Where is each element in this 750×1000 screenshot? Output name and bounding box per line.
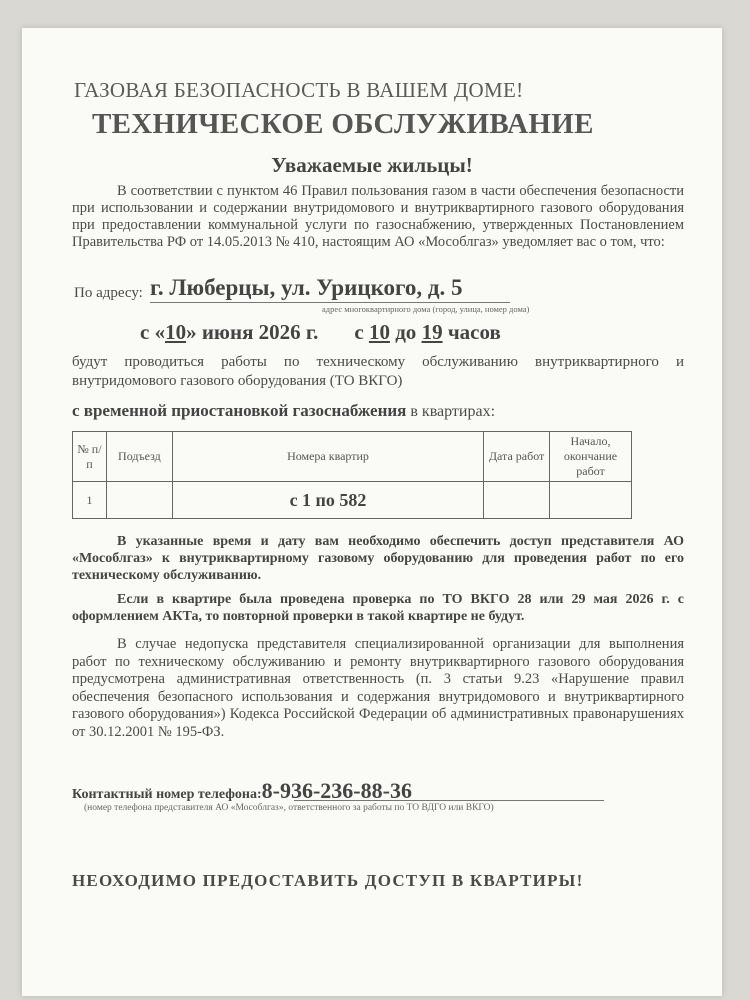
- contact-label: Контактный номер телефона:: [72, 787, 262, 802]
- address-underline: [150, 302, 510, 303]
- col-apartments: Номера квартир: [172, 432, 483, 482]
- time-from-label: с: [354, 320, 364, 344]
- cell-number: 1: [73, 482, 107, 519]
- col-number: № п/п: [73, 432, 107, 482]
- suspension-bold: с временной приостановкой газоснабжения: [72, 401, 407, 420]
- contact-note: (номер телефона представителя АО «Мособлгаз», ответственного за работы по ТО ВДГО или ВКГО): [84, 803, 494, 813]
- notice-sheet: [22, 28, 722, 996]
- cell-apartments: с 1 по 582: [172, 482, 483, 519]
- schedule-line: [140, 320, 501, 345]
- cell-entrance: [106, 482, 172, 519]
- header-maintenance: ТЕХНИЧЕСКОЕ ОБСЛУЖИВАНИЕ: [92, 108, 594, 140]
- contact-underline: [294, 800, 604, 801]
- table-header-row: [73, 432, 632, 482]
- address-note: адрес многоквартирного дома (город, улица, номер дома): [322, 304, 530, 314]
- contact-phone: 8-936-236-88-36: [261, 778, 412, 803]
- intro-text: В соответствии с пунктом 46 Правил пользования газом в части обеспечения безопасности при использовании и содержании внутридомового и внутриквартирного газового оборудования при предоставлении коммунальной услуги по газоснабжению, утвержденных Постановлением Правительства РФ от 14.05.2013 № 410, настоящим АО «Мособлгаз» уведомляет вас о том, что:: [72, 183, 684, 250]
- date-month-year: » июня 2026 г.: [186, 320, 319, 344]
- footer-warning: НЕОХОДИМО ПРЕДОСТАВИТЬ ДОСТУП В КВАРТИРЫ!: [72, 871, 584, 890]
- table-row: [73, 482, 632, 519]
- address-value: г. Люберцы, ул. Урицкого, д. 5: [150, 275, 463, 300]
- liability-paragraph: В случае недопуска представителя специализированной организации для выполнения работ по техническому обслуживанию и ремонту внутриквартирного газового оборудования предусмотрена административная ответственность (п. 3 статьи 9.23 «Нарушение правил обеспечения безопасного использования и содержания внутридомового и внутриквартирного газового оборудования») Кодекса Российской Федерации об административных правонарушениях от 30.12.2001 № 195-ФЗ.: [72, 636, 684, 740]
- time-to-label: до: [395, 320, 417, 344]
- suspension-rest: в квартирах:: [406, 403, 496, 420]
- apartments-table: [72, 431, 632, 519]
- header-safety: ГАЗОВАЯ БЕЗОПАСНОСТЬ В ВАШЕМ ДОМЕ!: [74, 78, 524, 102]
- access-notice: В указанные время и дату вам необходимо обеспечить доступ представителя АО «Мособлгаз» к внутриквартирному газовому оборудованию для проведения работ по его техническому обслуживанию.: [72, 534, 684, 583]
- suspension-line: [72, 401, 495, 421]
- col-start-end: Начало, окончание работ: [550, 432, 632, 482]
- time-to: 19: [421, 320, 443, 344]
- date-prefix: с «: [140, 320, 166, 344]
- date-day: 10: [165, 320, 187, 344]
- address-label: По адресу:: [74, 285, 143, 301]
- col-entrance: Подъезд: [106, 432, 172, 482]
- works-paragraph: будут проводиться работы по техническому обслуживанию внутриквартирного и внутридомового газового оборудования (ТО ВКГО): [72, 354, 684, 389]
- greeting: Уважаемые жильцы!: [271, 153, 473, 177]
- time-from: 10: [368, 320, 390, 344]
- intro-paragraph: [72, 183, 684, 251]
- previous-check-notice: Если в квартире была проведена проверка по ТО ВКГО 28 или 29 мая 2026 г. с оформлением АКТа, то повторной проверки в такой квартире не будут.: [72, 592, 684, 624]
- col-date: Дата работ: [484, 432, 550, 482]
- cell-start-end: [550, 482, 632, 519]
- cell-date: [484, 482, 550, 519]
- hours-label: часов: [447, 320, 501, 344]
